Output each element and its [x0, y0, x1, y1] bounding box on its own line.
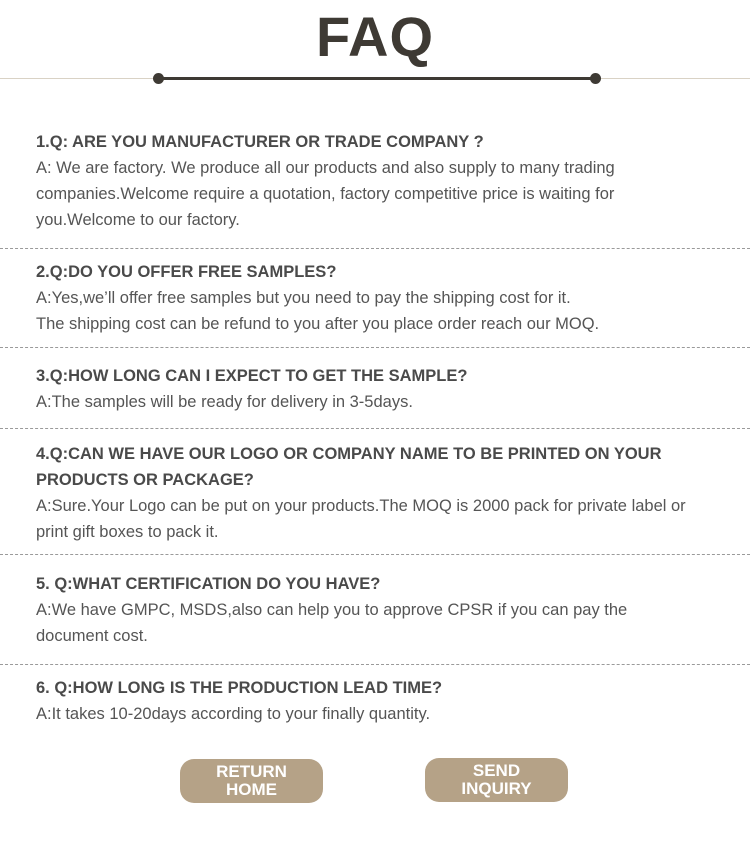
- faq-divider: [0, 347, 750, 348]
- faq-answer: A: We are factory. We produce all our products and also supply to many trading companies.Welcome require a quotation, factory competitive price is waiting for you.Welcome to our factory.: [36, 159, 615, 229]
- faq-item-1: [36, 129, 736, 233]
- faq-divider: [0, 664, 750, 665]
- send-inquiry-label-line1: SEND: [472, 761, 521, 780]
- faq-answer: A:The samples will be ready for delivery in 3-5days.: [36, 393, 413, 411]
- return-home-button[interactable]: [180, 759, 323, 803]
- return-home-label-line2: HOME: [226, 780, 277, 799]
- faq-question: 2.Q:DO YOU OFFER FREE SAMPLES?: [36, 263, 337, 281]
- faq-answer-line: The shipping cost can be refund to you after you place order reach our MOQ.: [36, 315, 600, 333]
- faq-item-3: [36, 363, 736, 415]
- faq-question: 5. Q:WHAT CERTIFICATION DO YOU HAVE?: [36, 575, 381, 593]
- faq-question: 3.Q:HOW LONG CAN I EXPECT TO GET THE SAMPLE?: [36, 367, 468, 385]
- faq-question: 6. Q:HOW LONG IS THE PRODUCTION LEAD TIME?: [36, 679, 443, 697]
- page-title: FAQ: [315, 5, 435, 68]
- return-home-label-line1: RETURN: [216, 762, 287, 781]
- send-inquiry-label-line2: INQUIRY: [461, 779, 532, 798]
- faq-question: 4.Q:CAN WE HAVE OUR LOGO OR COMPANY NAME TO BE PRINTED ON YOUR PRODUCTS OR PACKAGE?: [36, 445, 662, 489]
- title-underline-bar: [158, 77, 596, 80]
- title-left-dot: [153, 73, 164, 84]
- faq-answer: A:It takes 10-20days according to your finally quantity.: [36, 705, 431, 723]
- faq-answer: A:Sure.Your Logo can be put on your products.The MOQ is 2000 pack for private label or print gift boxes to pack it.: [36, 497, 686, 541]
- faq-answer-line: A:Yes,we’ll offer free samples but you need to pay the shipping cost for it.: [36, 289, 571, 307]
- faq-answer: A:We have GMPC, MSDS,also can help you to approve CPSR if you can pay the document cost.: [36, 601, 628, 645]
- title-right-dot: [590, 73, 601, 84]
- send-inquiry-button[interactable]: [425, 758, 568, 802]
- faq-item-6: [36, 675, 736, 727]
- faq-item-4: [36, 441, 736, 545]
- faq-question: 1.Q: ARE YOU MANUFACTURER OR TRADE COMPANY ?: [36, 133, 484, 151]
- faq-item-5: [36, 571, 736, 649]
- faq-divider: [0, 554, 750, 555]
- faq-divider: [0, 248, 750, 249]
- faq-divider: [0, 428, 750, 429]
- faq-item-2: [36, 259, 736, 337]
